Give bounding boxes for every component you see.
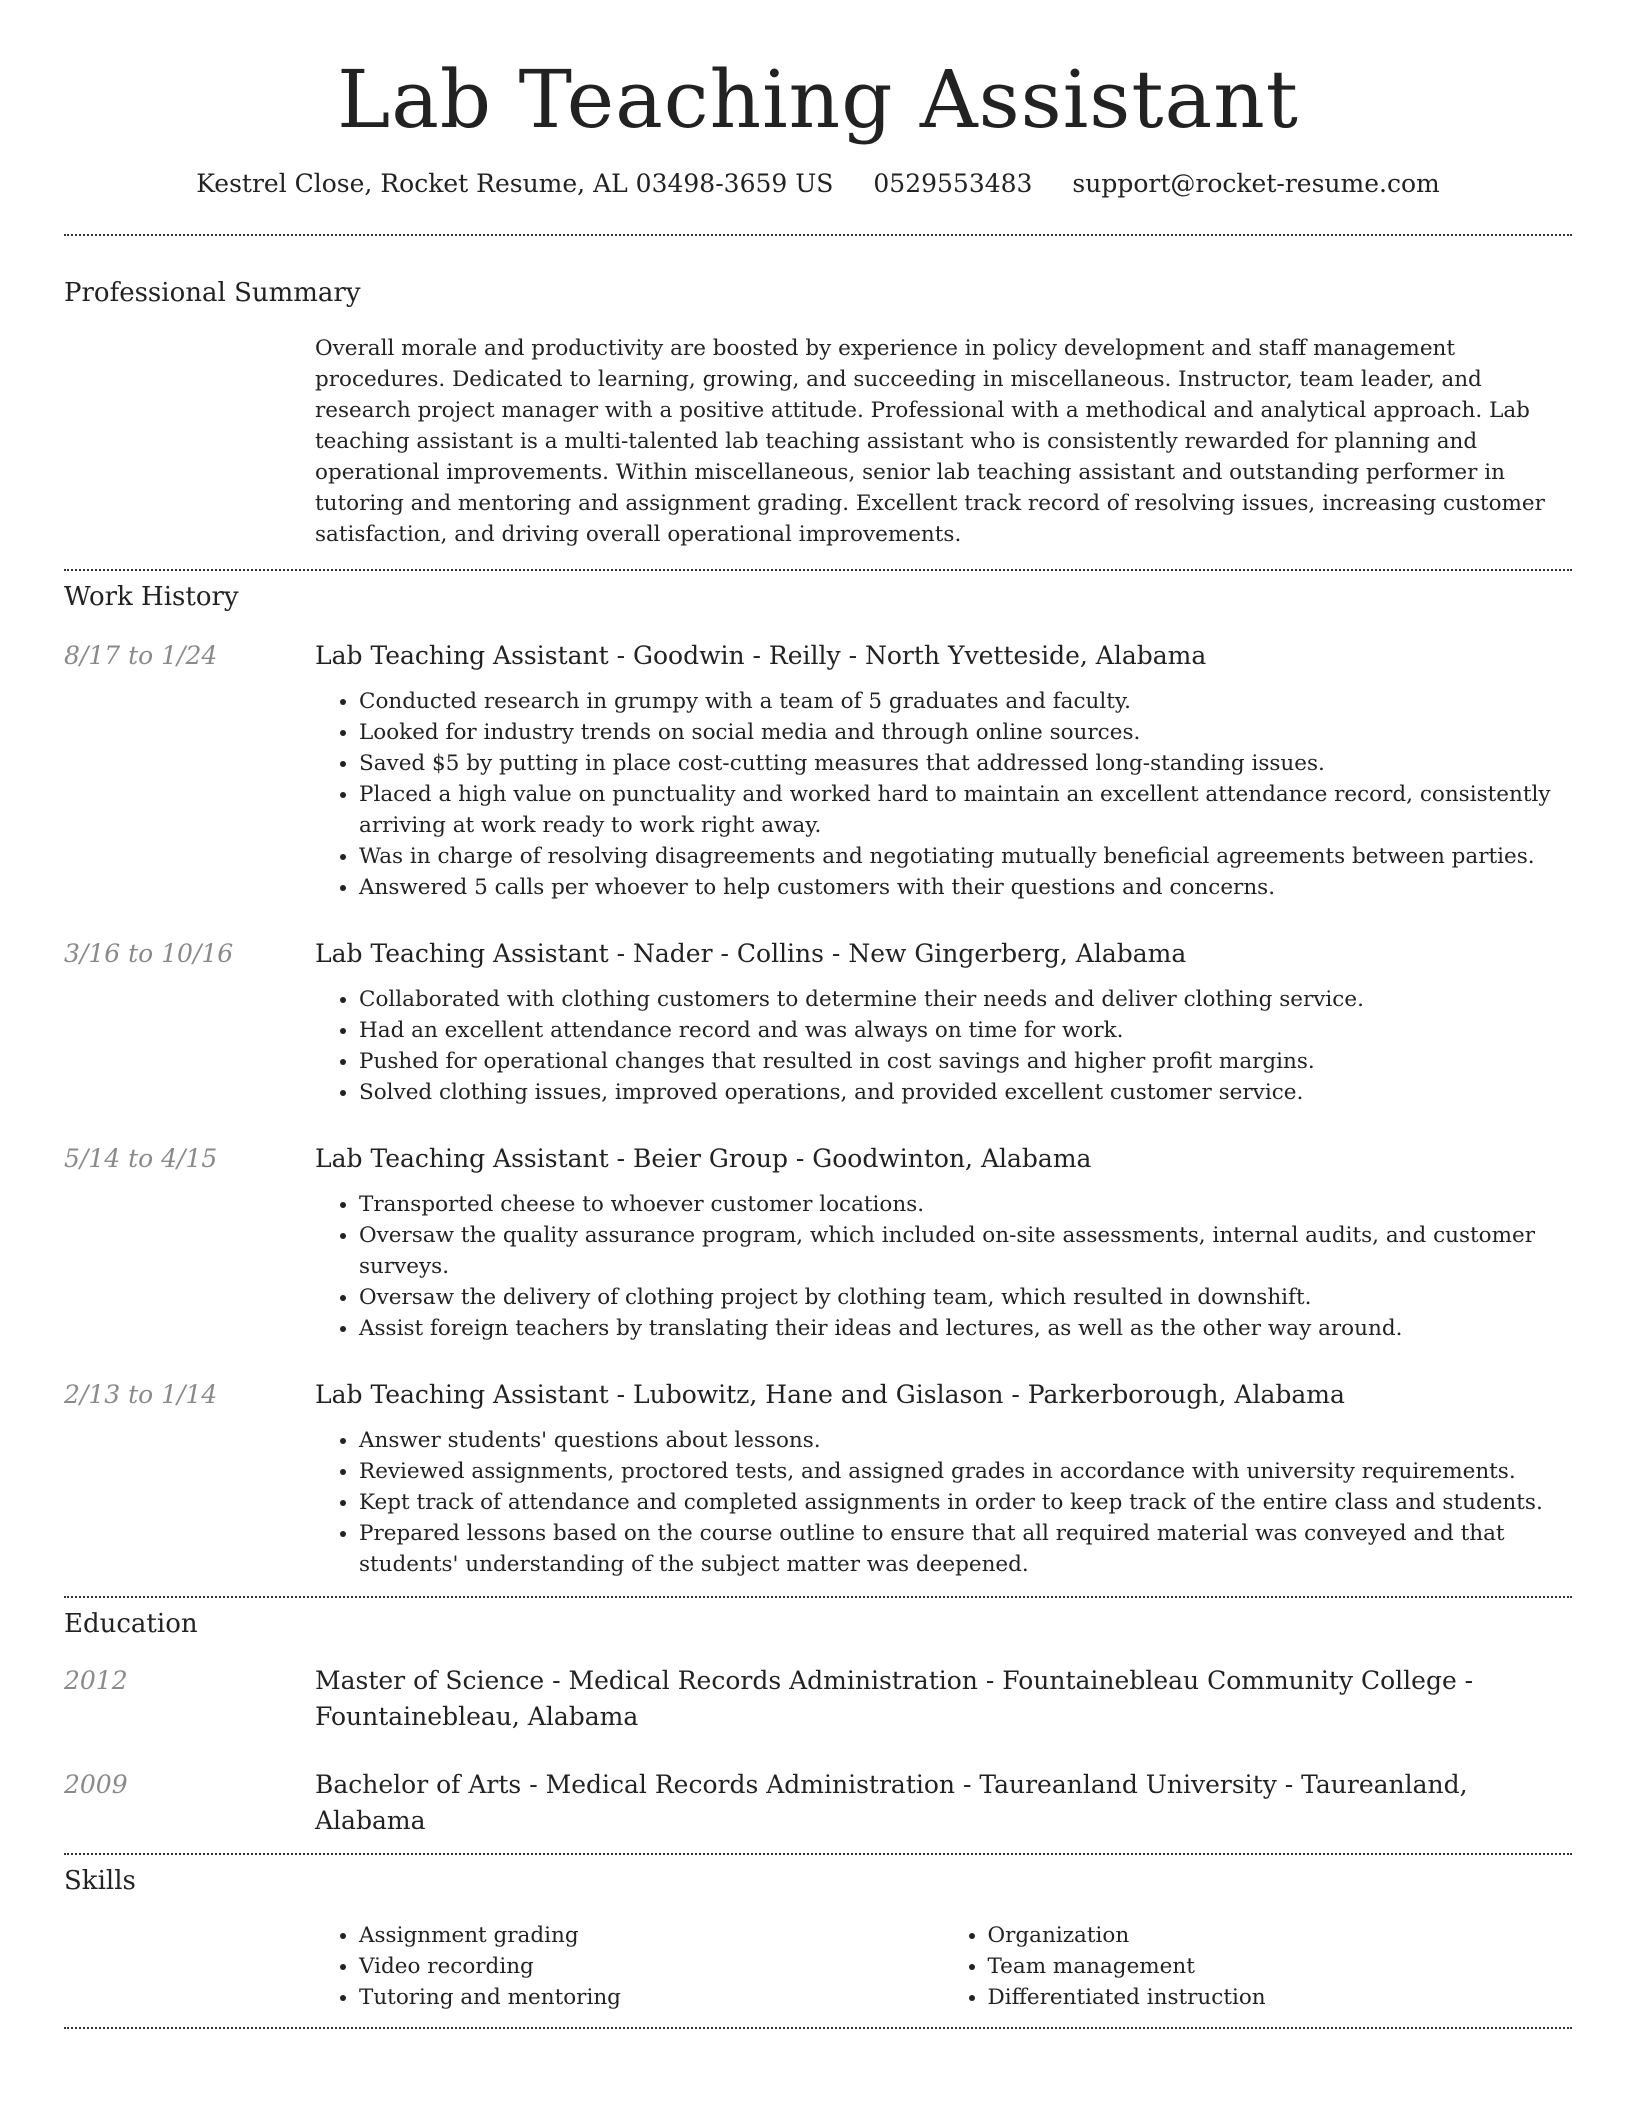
job-bullets bbox=[315, 1189, 1572, 1344]
job-bullet: • Transported cheese to whoever customer locations. bbox=[359, 1189, 1572, 1220]
job-bullets bbox=[315, 686, 1572, 903]
job-title: Lab Teaching Assistant - Nader - Collins - New Gingerberg, Alabama bbox=[315, 939, 1187, 968]
job-dates: 2/13 to 1/14 bbox=[64, 1380, 218, 1409]
job-details bbox=[315, 936, 1572, 1108]
education-year: 2012 bbox=[64, 1666, 128, 1695]
job-bullet: • Oversaw the delivery of clothing project by clothing team, which resulted in downshift. bbox=[359, 1282, 1572, 1313]
job-entry bbox=[64, 936, 1572, 1108]
job-dates: 8/17 to 1/24 bbox=[64, 641, 218, 670]
skills-section bbox=[64, 1855, 1572, 2013]
section-title-summary: Professional Summary bbox=[64, 278, 361, 308]
job-bullet: • Looked for industry trends on social media and through online sources. bbox=[359, 717, 1572, 748]
section-title-work: Work History bbox=[64, 582, 239, 612]
job-bullet: • Prepared lessons based on the course outline to ensure that all required material was conveyed and that students' understanding of the subject matter was deepened. bbox=[359, 1518, 1572, 1580]
job-details bbox=[315, 1141, 1572, 1344]
job-bullet: • Solved clothing issues, improved operations, and provided excellent customer service. bbox=[359, 1077, 1572, 1108]
skills-list-right bbox=[944, 1920, 1573, 2013]
job-bullet: • Kept track of attendance and completed assignments in order to keep track of the entire class and students. bbox=[359, 1487, 1572, 1518]
job-entry bbox=[64, 638, 1572, 903]
job-bullet: • Placed a high value on punctuality and worked hard to maintain an excellent attendance record, consistently arriving at work ready to work right away. bbox=[359, 779, 1572, 841]
education-entry bbox=[64, 1767, 1572, 1839]
contact-email: support@rocket-resume.com bbox=[1072, 169, 1440, 198]
skill-item: • Tutoring and mentoring bbox=[359, 1982, 944, 2013]
section-title-skills: Skills bbox=[64, 1866, 136, 1896]
education-entry bbox=[64, 1663, 1572, 1735]
job-entry bbox=[64, 1141, 1572, 1344]
job-dates: 5/14 to 4/15 bbox=[64, 1144, 218, 1173]
skill-item: • Organization bbox=[988, 1920, 1573, 1951]
job-bullet: • Collaborated with clothing customers to determine their needs and deliver clothing service. bbox=[359, 984, 1572, 1015]
education-section bbox=[64, 1598, 1572, 1839]
resume-name: Lab Teaching Assistant bbox=[337, 53, 1299, 146]
divider bbox=[64, 2027, 1572, 2029]
section-title-education: Education bbox=[64, 1609, 198, 1639]
job-title: Lab Teaching Assistant - Lubowitz, Hane and Gislason - Parkerborough, Alabama bbox=[315, 1380, 1345, 1409]
contact-phone: 0529553483 bbox=[873, 169, 1033, 198]
education-year: 2009 bbox=[64, 1770, 128, 1799]
skills-list-left bbox=[315, 1920, 944, 2013]
job-dates: 3/16 to 10/16 bbox=[64, 939, 234, 968]
job-bullet: • Had an excellent attendance record and was always on time for work. bbox=[359, 1015, 1572, 1046]
contact-line bbox=[64, 166, 1572, 202]
skill-item: • Assignment grading bbox=[359, 1920, 944, 1951]
job-title: Lab Teaching Assistant - Goodwin - Reilly - North Yvetteside, Alabama bbox=[315, 641, 1207, 670]
job-bullet: • Oversaw the quality assurance program, which included on-site assessments, internal audits, and customer surveys. bbox=[359, 1220, 1572, 1282]
job-bullet: • Saved $5 by putting in place cost-cutting measures that addressed long-standing issues. bbox=[359, 748, 1572, 779]
resume-page bbox=[64, 0, 1572, 2029]
summary-section bbox=[64, 236, 1572, 550]
job-bullet: • Assist foreign teachers by translating their ideas and lectures, as well as the other way around. bbox=[359, 1313, 1572, 1344]
education-title: Master of Science - Medical Records Administration - Fountainebleau Community College - Fountainebleau, Alabama bbox=[315, 1666, 1474, 1731]
skill-item: • Team management bbox=[988, 1951, 1573, 1982]
job-bullet: • Was in charge of resolving disagreements and negotiating mutually beneficial agreements between parties. bbox=[359, 841, 1572, 872]
job-bullet: • Answer students' questions about lessons. bbox=[359, 1425, 1572, 1456]
summary-text: Overall morale and productivity are boosted by experience in policy development and staff management procedures. Dedicated to learning, growing, and succeeding in miscellaneous. Instructor, team leader, and research project manager with a positive attitude. Professional with a methodical and analytical approach. Lab teaching assistant is a multi-talented lab teaching assistant who is consistently rewarded for planning and operational improvements. Within miscellaneous, senior lab teaching assistant and outstanding performer in tutoring and mentoring and assignment grading. Excellent track record of resolving issues, increasing customer satisfaction, and driving overall operational improvements. bbox=[315, 336, 1545, 547]
skills-columns bbox=[315, 1920, 1572, 2013]
job-details bbox=[315, 638, 1572, 903]
job-bullet: • Reviewed assignments, proctored tests, and assigned grades in accordance with university requirements. bbox=[359, 1456, 1572, 1487]
job-bullets bbox=[315, 984, 1572, 1108]
work-section bbox=[64, 571, 1572, 1580]
job-entry bbox=[64, 1377, 1572, 1580]
job-bullet: • Answered 5 calls per whoever to help customers with their questions and concerns. bbox=[359, 872, 1572, 903]
job-bullets bbox=[315, 1425, 1572, 1580]
contact-address: Kestrel Close, Rocket Resume, AL 03498-3659 US bbox=[196, 169, 834, 198]
job-bullet: • Pushed for operational changes that resulted in cost savings and higher profit margins. bbox=[359, 1046, 1572, 1077]
skill-item: • Video recording bbox=[359, 1951, 944, 1982]
skill-item: • Differentiated instruction bbox=[988, 1982, 1573, 2013]
job-bullet: • Conducted research in grumpy with a team of 5 graduates and faculty. bbox=[359, 686, 1572, 717]
job-title: Lab Teaching Assistant - Beier Group - Goodwinton, Alabama bbox=[315, 1144, 1092, 1173]
education-title: Bachelor of Arts - Medical Records Administration - Taureanland University - Taureanland, Alabama bbox=[315, 1770, 1468, 1835]
job-details bbox=[315, 1377, 1572, 1580]
